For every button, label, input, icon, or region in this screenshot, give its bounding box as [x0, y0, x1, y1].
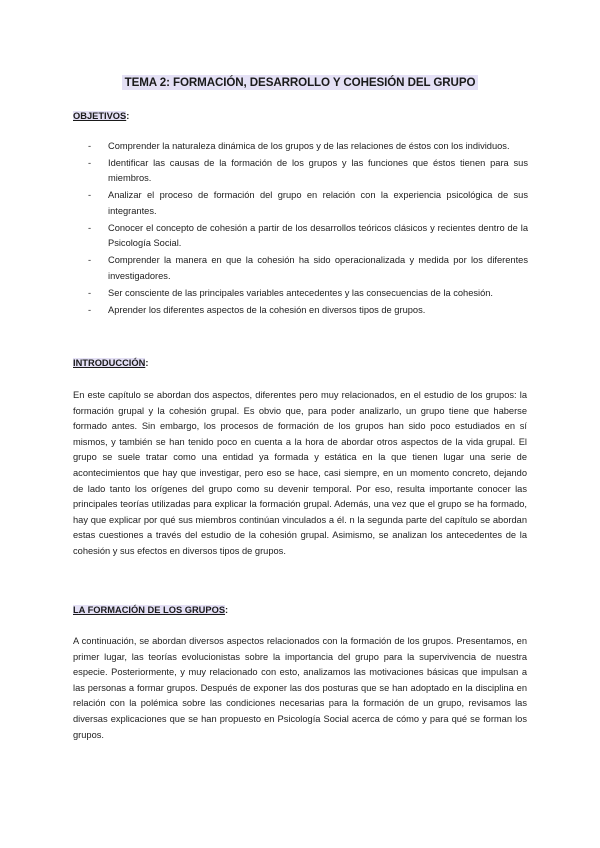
- section-heading-formacion: [73, 605, 228, 615]
- bullet-dash: -: [88, 190, 92, 201]
- objective-item: [88, 286, 528, 302]
- objetivos-heading-text: OBJETIVOS: [73, 111, 127, 121]
- objetivos-heading-colon: :: [126, 111, 130, 121]
- objective-item: [88, 303, 528, 319]
- bullet-dash: -: [88, 141, 92, 151]
- objective-item: [88, 156, 528, 187]
- formacion-heading-text: LA FORMACIÓN DE LOS GRUPOS: [73, 605, 226, 615]
- objective-item: [88, 139, 528, 155]
- objective-text: Analizar el proceso de formación del grupo en relación con la experiencia psicológica de sus integrantes.: [108, 190, 528, 216]
- bullet-dash: -: [88, 304, 92, 315]
- objective-text: Comprender la naturaleza dinámica de los grupos y de las relaciones de éstos con los individuos.: [108, 141, 510, 151]
- objective-text: Identificar las causas de la formación de los grupos y las funciones que éstos tienen para sus miembros.: [108, 157, 528, 184]
- section-heading-introduccion: [73, 358, 148, 368]
- objective-text: Conocer el concepto de cohesión a partir de los desarrollos teóricos clásicos y recientes dentro de la Psicología Social.: [108, 222, 528, 249]
- introduccion-heading-colon: :: [145, 358, 149, 368]
- page-title: TEMA 2: FORMACIÓN, DESARROLLO Y COHESIÓN DEL GRUPO: [122, 75, 479, 90]
- objective-item: [88, 188, 528, 219]
- formacion-heading-colon: :: [225, 605, 229, 615]
- introduccion-heading-text: INTRODUCCIÓN: [73, 358, 146, 368]
- bullet-dash: -: [88, 157, 92, 168]
- objective-item: [88, 253, 528, 284]
- formacion-paragraph: A continuación, se abordan diversos aspectos relacionados con la formación de los grupos. Presentamos, en primer lugar, las teorías evolucionistas sobre la importancia del grupo para la supervivencia de nuestra especie. Posteriormente, y muy relacionado con esto, analizamos las motivaciones básicas que impulsan a las personas a formar grupos. Después de exponer las dos posturas que se han adoptado en la disciplina en relación con la polémica sobre las condiciones necesarias para la formación de un grupo, revisamos las diversas explicaciones que se han propuesto en Psicología Social acerca de cómo y para qué se forman los grupos.: [73, 636, 527, 740]
- objectives-list: [88, 139, 528, 320]
- objective-text: Comprender la manera en que la cohesión ha sido operacionalizada y medida por los diferentes investigadores.: [108, 255, 528, 281]
- objective-text: Aprender los diferentes aspectos de la cohesión en diversos tipos de grupos.: [108, 304, 426, 315]
- objective-text: Ser consciente de las principales variables antecedentes y las consecuencias de la cohesión.: [108, 287, 494, 298]
- bullet-dash: -: [88, 255, 92, 266]
- objective-item: [88, 221, 528, 252]
- bullet-dash: -: [88, 287, 92, 298]
- section-heading-objetivos: [73, 111, 129, 121]
- bullet-dash: -: [88, 222, 92, 233]
- title-container: [0, 73, 600, 91]
- introduccion-paragraph: En este capítulo se abordan dos aspectos, diferentes pero muy relacionados, en el estudio de los grupos: la formación grupal y la cohesión grupal. Es obvio que, para poder analizarlo, un grupo tiene que haberse formado antes. Sin embargo, los procesos de formación de los grupos han sido poco estudiados en sí mismos, y también se han tenido poco en cuenta a la hora de abordar otros aspectos de la vida grupal. El grupo se suele tratar como una entidad ya formada y estática en la que tienen lugar una serie de acontecimientos que hay que investigar, pero eso se hace, casi siempre, en un momento concreto, dejando de lado tanto los orígenes del grupo como su devenir temporal. Por eso, resulta importante conocer las principales teorías utilizadas para explicar la formación grupal. Además, una vez que el grupo se ha formado, hay que explicar por qué sus miembros continúan vinculados a él. n la segunda parte del capítulo se abordan estas cuestiones a través del estudio de la cohesión grupal. Asimismo, se analizan los antecedentes de la cohesión y sus efectos en diversos tipos de grupos.: [73, 390, 527, 556]
